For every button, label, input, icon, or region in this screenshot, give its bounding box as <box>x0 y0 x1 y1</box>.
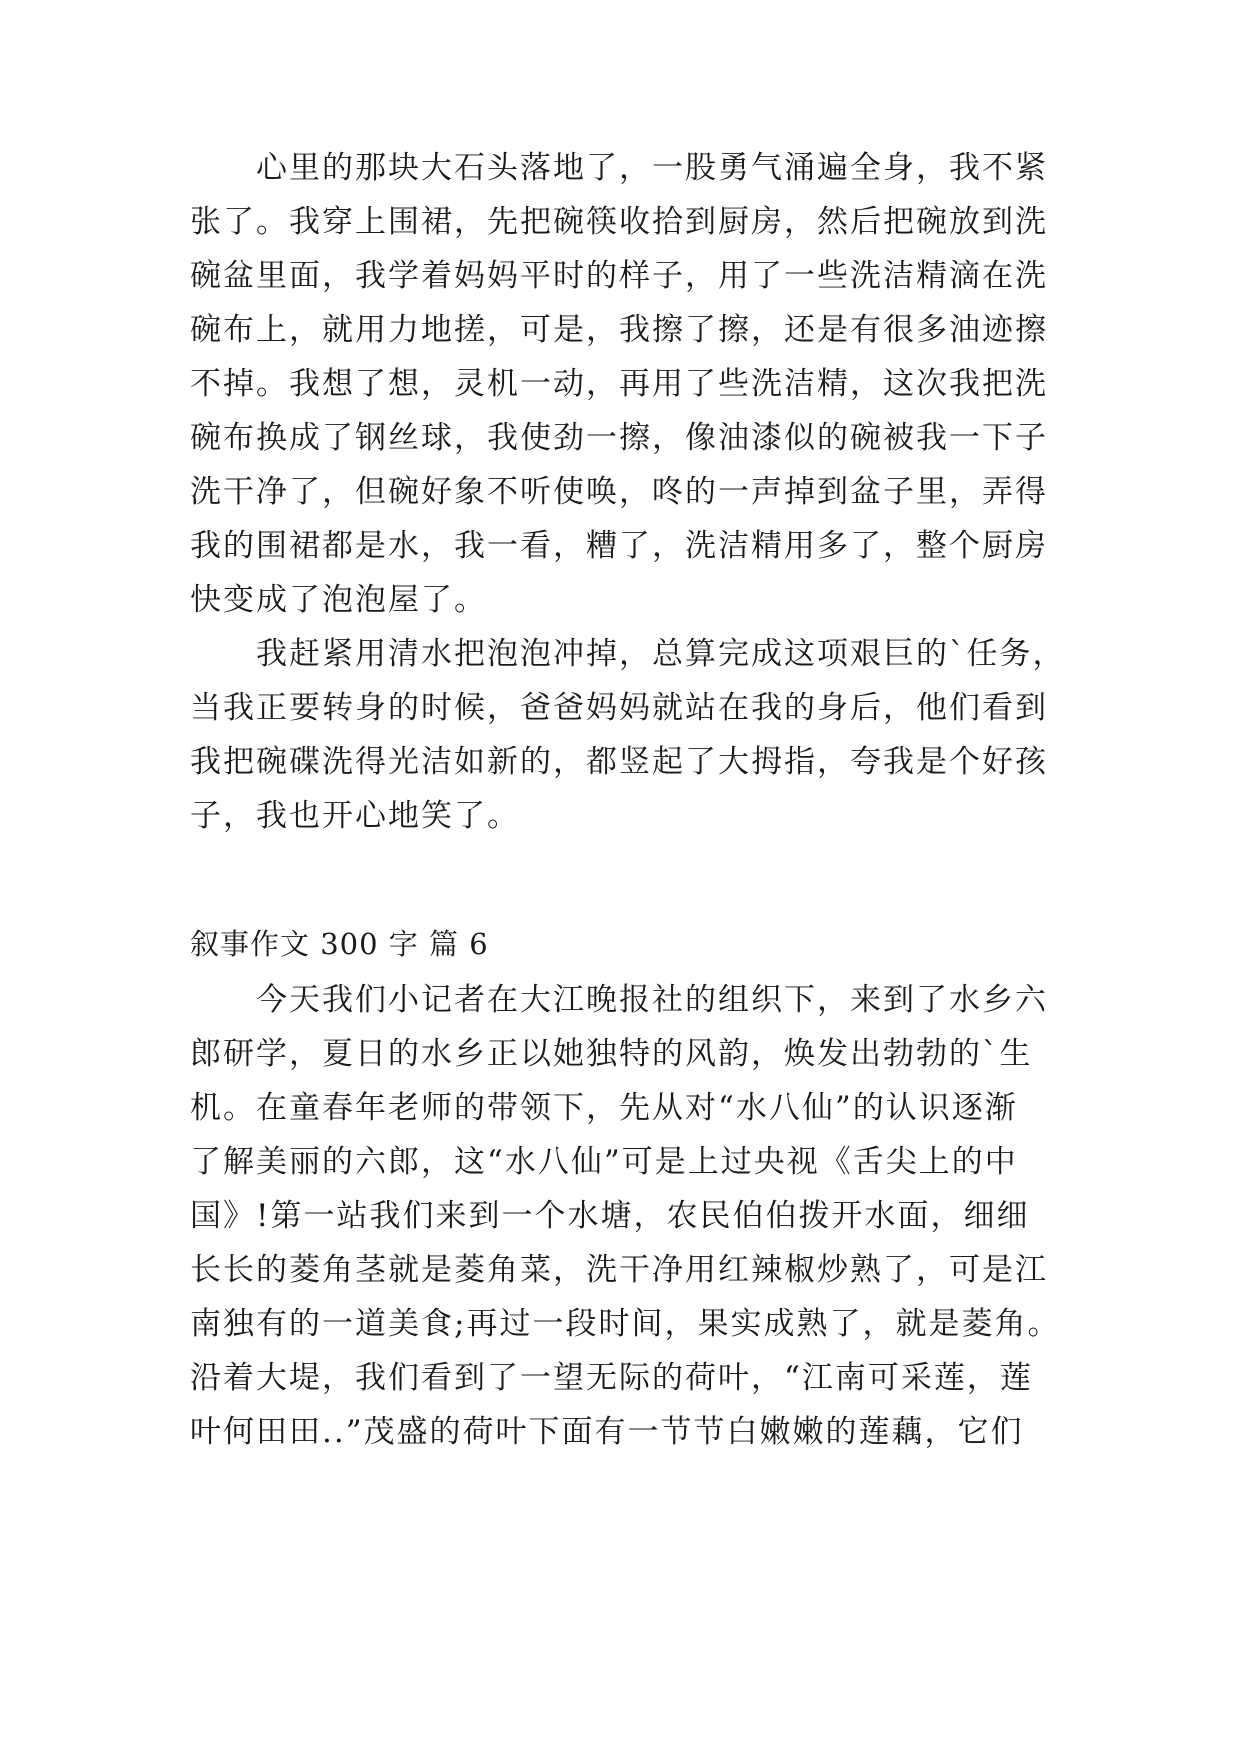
text-line: 子，我也开心地笑了。 <box>190 798 520 834</box>
text-line: 国》!第一站我们来到一个水塘，农民伯伯拨开水面，细细 <box>190 1198 1030 1234</box>
text-line: 快变成了泡泡屋了。 <box>190 582 487 618</box>
text-line: 今天我们小记者在大江晚报社的组织下，来到了水乡六 <box>256 982 1048 1018</box>
text-line: 叶何田田..”茂盛的荷叶下面有一节节白嫩嫩的莲藕，它们 <box>190 1414 1024 1450</box>
text-line: 机。在童春年老师的带领下，先从对“水八仙”的认识逐渐 <box>190 1090 1018 1126</box>
text-line: 碗盆里面，我学着妈妈平时的样子，用了一些洗洁精滴在洗 <box>190 258 1048 294</box>
text-line: 不掉。我想了想，灵机一动，再用了些洗洁精，这次我把洗 <box>190 366 1048 402</box>
text-line: 心里的那块大石头落地了，一股勇气涌遍全身，我不紧 <box>256 150 1048 186</box>
text-line: 南独有的一道美食;再过一段时间，果实成熟了，就是菱角。 <box>190 1306 1061 1342</box>
text-line: 我的围裙都是水，我一看，糟了，洗洁精用多了，整个厨房 <box>190 528 1048 564</box>
text-line: 沿着大堤，我们看到了一望无际的荷叶，“江南可采莲，莲 <box>190 1360 1033 1396</box>
text-line: 碗布换成了钢丝球，我使劲一擦，像油漆似的碗被我一下子 <box>190 420 1048 456</box>
text-line: 郎研学，夏日的水乡正以她独特的风韵，焕发出勃勃的`生 <box>190 1036 1033 1072</box>
text-line: 碗布上，就用力地搓，可是，我擦了擦，还是有很多油迹擦 <box>190 312 1048 348</box>
text-line: 了解美丽的六郎，这“水八仙”可是上过央视《舌尖上的中 <box>190 1144 1018 1180</box>
text-line: 我赶紧用清水把泡泡冲掉，总算完成这项艰巨的`任务， <box>256 636 1066 672</box>
text-line: 当我正要转身的时候，爸爸妈妈就站在我的身后，他们看到 <box>190 690 1048 726</box>
text-line: 我把碗碟洗得光洁如新的，都竖起了大拇指，夸我是个好孩 <box>190 744 1048 780</box>
text-line: 洗干净了，但碗好象不听使唤，咚的一声掉到盆子里，弄得 <box>190 474 1048 510</box>
text-line: 长长的菱角茎就是菱角菜，洗干净用红辣椒炒熟了，可是江 <box>190 1252 1048 1288</box>
text-line: 张了。我穿上围裙，先把碗筷收拾到厨房，然后把碗放到洗 <box>190 204 1048 240</box>
section-heading: 叙事作文 300 字 篇 6 <box>190 927 489 961</box>
